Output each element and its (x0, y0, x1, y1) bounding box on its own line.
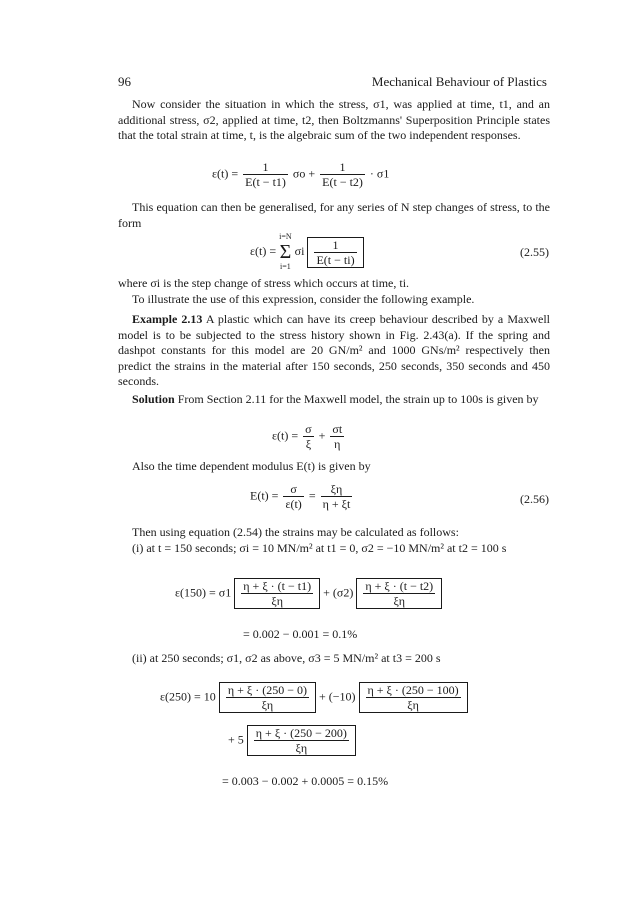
paragraph-illustrate: To illustrate the use of this expression, consider the following example. (132, 292, 475, 306)
eq3-frac1: $\frac{\sigma}{\xi}$ (305, 422, 312, 451)
paragraph-superposition: Now consider the situation in which the stress, σ1, was applied at time, t1, and an additional stress, σ2, applied at time, t2, then Boltzmanns' Superposition Principle states that the total strain at time, t, is the algebraic sum of the two independent responses. (118, 97, 550, 143)
result-250: = 0.003 − 0.002 + 0.0005 = 0.15% (222, 774, 389, 788)
equation-strain-250-term3 (228, 725, 356, 756)
eq2-bracket: $\frac{1}{E(t - ti)}$ (307, 237, 363, 268)
eq4-lhs: E(t) = (250, 488, 279, 503)
summation: i=N Σ i=1 (279, 232, 292, 271)
eq1-mid: σo + (292, 166, 316, 181)
eq4-frac1: $\frac{\sigma}{\varepsilon(t)}$ (285, 482, 302, 511)
eq3-lhs: ε(t) = (272, 428, 299, 443)
eq6-bracket2: $\frac{\eta + \xi \cdot (250 - 100)}{\xi\eta}$ (359, 682, 468, 713)
equation-maxwell-strain (272, 422, 346, 451)
eq6-mid: + (−10) (318, 689, 356, 704)
result-150: = 0.002 − 0.001 = 0.1% (243, 627, 358, 641)
example-2-13 (118, 312, 550, 390)
solution-paragraph (118, 392, 550, 408)
eq1-lhs: ε(t) = (212, 166, 239, 181)
equation-two-step (212, 160, 389, 189)
solution-label: Solution (132, 392, 175, 406)
eq3-plus: + (318, 428, 326, 443)
eq5-bracket1: $\frac{\eta + \xi \cdot (t - t1)}{\xi\eta}$ (234, 578, 320, 609)
eq4-equals: = (308, 488, 316, 503)
case-250: (ii) at 250 seconds; σ1, σ2 as above, σ3 = 5 MN/m² at t3 = 200 s (132, 651, 441, 665)
equation-strain-150 (175, 578, 442, 609)
eq2-lhs: ε(t) = (250, 243, 277, 258)
eq4-frac2: $\frac{\xi\eta}{\eta + \xi t}$ (322, 482, 351, 511)
equation-strain-250 (160, 682, 468, 713)
eq6b-lhs: + 5 (228, 732, 244, 747)
eq2-term: σi (294, 243, 305, 258)
paragraph-modulus: Also the time dependent modulus E(t) is given by (132, 459, 371, 473)
example-text: A plastic which can have its creep behaviour described by a Maxwell model is to be subjected to the stress history shown in Fig. 2.43(a). If the spring and dashpot constants for this model are 20 GN/m² and 1000 GNs/m² respectively then predict the strains in the material after 150 seconds, 250 seconds, 350 seconds and 450 seconds. (118, 312, 550, 389)
eq3-frac2: $\frac{\sigma t}{\eta}$ (332, 422, 343, 451)
solution-text: From Section 2.11 for the Maxwell model, the strain up to 100s is given by (174, 392, 539, 406)
eq1-frac1: $\frac{1}{E(t - t1)}$ (245, 160, 286, 189)
paragraph-generalise: This equation can then be generalised, for any series of N step changes of stress, to the form (118, 200, 550, 230)
paragraph-using: Then using equation (2.54) the strains may be calculated as follows: (132, 525, 459, 539)
equation-number-2-56: (2.56) (520, 492, 549, 506)
eq6b-bracket: $\frac{\eta + \xi \cdot (250 - 200)}{\xi\eta}$ (247, 725, 356, 756)
equation-2-55 (250, 232, 364, 272)
eq1-tail: · σ1 (369, 166, 390, 181)
case-150: (i) at t = 150 seconds; σi = 10 MN/m² at t1 = 0, σ2 = −10 MN/m² at t2 = 100 s (132, 541, 507, 555)
eq1-frac2: $\frac{1}{E(t - t2)}$ (322, 160, 363, 189)
eq6-bracket1: $\frac{\eta + \xi \cdot (250 - 0)}{\xi\eta}$ (219, 682, 316, 713)
running-head: Mechanical Behaviour of Plastics (371, 74, 547, 89)
equation-number-2-55: (2.55) (520, 245, 549, 259)
paragraph-where: where σi is the step change of stress which occurs at time, ti. (118, 276, 410, 290)
example-label: Example 2.13 (132, 312, 203, 326)
page-number: 96 (118, 74, 131, 89)
eq5-lhs: ε(150) = σ1 (175, 585, 232, 600)
eq5-bracket2: $\frac{\eta + \xi \cdot (t - t2)}{\xi\eta}$ (356, 578, 442, 609)
equation-2-56 (250, 482, 354, 511)
eq6-lhs: ε(250) = 10 (160, 689, 216, 704)
eq5-mid: + (σ2) (323, 585, 354, 600)
